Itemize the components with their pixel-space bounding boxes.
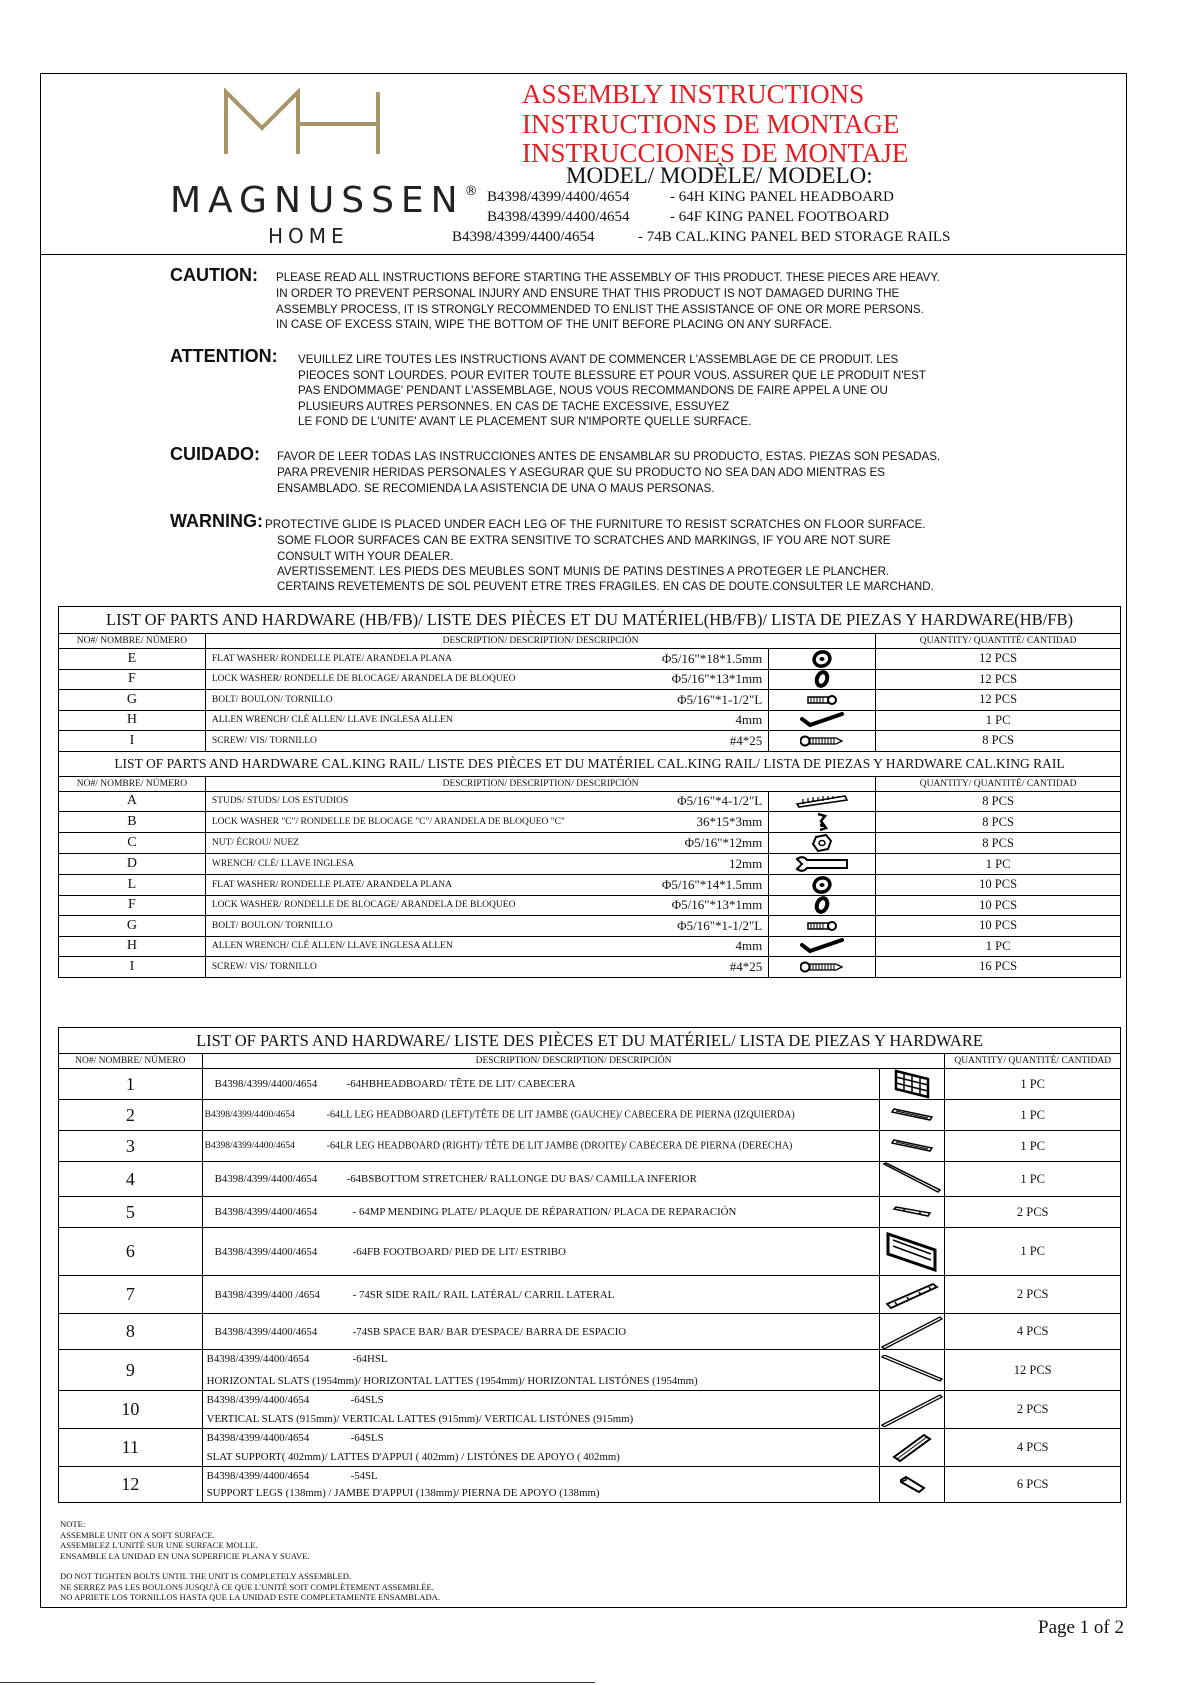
hardware-row xyxy=(59,690,1121,711)
part-quantity: 12 PCS xyxy=(876,649,1121,670)
part-row xyxy=(59,1350,1121,1391)
col-no-header: NO#/ NOMBRE/ NÚMERO xyxy=(59,634,206,649)
part-row xyxy=(59,1429,1121,1467)
part-description-cell xyxy=(202,1429,880,1467)
part-description-cell xyxy=(205,895,768,916)
part-letter: L xyxy=(59,875,206,896)
mh-logo-icon xyxy=(222,88,382,156)
part-size: Φ5/16"*18*1.5mm xyxy=(661,650,763,666)
part-quantity: 2 PCS xyxy=(945,1276,1121,1314)
part-description: SCREW/ VIS/ TORNILLO xyxy=(211,735,317,746)
part-description-cell xyxy=(202,1228,880,1276)
part-number: 8 xyxy=(59,1314,203,1350)
part-description-cell xyxy=(205,649,768,670)
part-description-cell xyxy=(202,1391,880,1429)
part-description: SLAT SUPPORT( 402mm)/ LATTES D'APPUI ( 402mm) / LISTÓNES DE APOYO ( 402mm) xyxy=(206,1451,620,1463)
part-description-cell xyxy=(205,916,768,937)
part-row xyxy=(59,1069,1121,1100)
horizontal-slat-icon xyxy=(880,1350,945,1391)
slat-support-icon xyxy=(880,1429,945,1467)
part-size: Φ5/16"*1-1/2"L xyxy=(677,691,763,707)
parts-table xyxy=(58,1027,1121,1503)
leg-headboard-right-icon xyxy=(880,1131,945,1162)
attention-line: PLUSIEURS AUTRES PERSONNES. EN CAS DE TACHE EXCESSIVE, ESSUYEZ xyxy=(298,400,730,413)
part-quantity: 2 PCS xyxy=(945,1391,1121,1429)
part-row xyxy=(59,1100,1121,1131)
title-en: ASSEMBLY INSTRUCTIONS xyxy=(522,79,865,109)
part-description: STUDS/ STUDS/ LOS ESTUDIOS xyxy=(211,796,349,807)
stud-icon xyxy=(769,791,876,812)
assembly-note xyxy=(60,1519,440,1603)
part-model: B4398/4399/4400/4654 xyxy=(214,1245,318,1258)
part-quantity: 1 PC xyxy=(876,936,1121,957)
note-line: ASSEMBLE UNIT ON A SOFT SURFACE. xyxy=(60,1529,215,1540)
part-size: #4*25 xyxy=(729,732,763,748)
warning-line: CONSULT WITH YOUR DEALER. xyxy=(277,550,454,563)
col-no-header: NO#/ NOMBRE/ NÚMERO xyxy=(59,776,206,791)
part-model: B4398/4399/4400/4654 xyxy=(204,1141,295,1151)
bottom-stretcher-icon xyxy=(880,1162,945,1197)
part-description: -74SB SPACE BAR/ BAR D'ESPACE/ BARRA DE ESPACIO xyxy=(352,1325,627,1338)
title-fr: INSTRUCTIONS DE MONTAGE xyxy=(522,109,900,139)
part-letter: D xyxy=(59,854,206,875)
part-model: B4398/4399/4400/4654 xyxy=(214,1206,318,1218)
part-description: -64LR LEG HEADBOARD (RIGHT)/ TÊTE DE LIT JAMBE (DROITE)/ CABECERA DE PIERNA (DERECHA) xyxy=(326,1140,793,1152)
part-description-cell xyxy=(202,1276,880,1314)
cuidado-line: ENSAMBLADO. SE RECOMIENDA LA ASISTENCIA DE UNA O MAUS PERSONAS. xyxy=(277,482,715,495)
note-line: NOTE: xyxy=(60,1519,86,1529)
part-number: 3 xyxy=(59,1131,203,1162)
c-washer-icon xyxy=(769,812,876,833)
part-description: VERTICAL SLATS (915mm)/ VERTICAL LATTES (915mm)/ VERTICAL LISTÓNES (915mm) xyxy=(206,1413,634,1425)
hardware-table xyxy=(58,606,1121,978)
part-quantity: 6 PCS xyxy=(945,1467,1121,1503)
col-qty-header: QUANTITY/ QUANTITÉ/ CANTIDAD xyxy=(945,1054,1121,1069)
part-size: Φ5/16"*12mm xyxy=(684,835,763,850)
warning-line: PROTECTIVE GLIDE IS PLACED UNDER EACH LEG OF THE FURNITURE TO RESIST SCRATCHES ON FLOOR SURFACE. xyxy=(265,518,926,531)
hardware-row xyxy=(59,936,1121,957)
part-description: HORIZONTAL SLATS (1954mm)/ HORIZONTAL LATTES (1954mm)/ HORIZONTAL LISTÓNES (1954mm) xyxy=(206,1375,698,1387)
allen-wrench-icon xyxy=(769,936,876,957)
part-quantity: 1 PC xyxy=(945,1162,1121,1197)
bolt-icon xyxy=(769,690,876,711)
hardware-table-title: LIST OF PARTS AND HARDWARE (HB/FB)/ LISTE DES PIÈCES ET DU MATÉRIEL(HB/FB)/ LISTA DE PIEZAS Y HARDWARE(HB/FB) xyxy=(59,607,1121,634)
part-description-cell xyxy=(202,1314,880,1350)
part-description: BOLT/ BOULON/ TORNILLO xyxy=(211,920,333,931)
flat-washer-icon xyxy=(769,649,876,670)
part-letter: H xyxy=(59,936,206,957)
attention-line: VEUILLEZ LIRE TOUTES LES INSTRUCTIONS AVANT DE COMMENCER L'ASSEMBLAGE DE CE PRODUIT. LES xyxy=(298,353,899,366)
hardware-row xyxy=(59,895,1121,916)
part-description: LOCK WASHER/ RONDELLE DE BLOCAGE/ ARANDELA DE BLOQUEO xyxy=(211,900,516,911)
part-size: Φ5/16"*13*1mm xyxy=(671,897,763,913)
model-label: MODEL/ MODÈLE/ MODELO: xyxy=(566,163,873,188)
part-number: 9 xyxy=(59,1350,203,1391)
part-letter: F xyxy=(59,895,206,916)
warning-key: WARNING: xyxy=(170,511,263,531)
part-number: 10 xyxy=(59,1391,203,1429)
part-size: Φ5/16"*4-1/2"L xyxy=(677,793,763,809)
part-model: B4398/4399/4400/4654 xyxy=(204,1110,295,1120)
part-description: LOCK WASHER/ RONDELLE DE BLOCAGE/ ARANDELA DE BLOQUEO xyxy=(211,674,516,685)
part-description: -64BSBOTTOM STRETCHER/ RALLONGE DU BAS/ CAMILLA INFERIOR xyxy=(346,1173,697,1185)
part-description-cell xyxy=(205,957,768,978)
note-line: NE SERREZ PAS LES BOULONS JUSQU'À CE QUE L'UNITÉ SOIT COMPLÈTEMENT ASSEMBLÉE. xyxy=(60,1581,434,1592)
part-size: 12mm xyxy=(729,856,763,871)
part-description: SCREW/ VIS/ TORNILLO xyxy=(211,961,317,972)
support-leg-icon xyxy=(880,1467,945,1503)
col-qty-header: QUANTITY/ QUANTITÉ/ CANTIDAD xyxy=(876,634,1121,649)
part-description-cell xyxy=(205,731,768,752)
page-number: Page 1 of 2 xyxy=(1038,1617,1125,1638)
attention-line: LE FOND DE L'UNITE' AVANT LE PLACEMENT SUR N'IMPORTE QUELLE SURFACE. xyxy=(298,415,752,428)
part-description-cell xyxy=(205,854,768,875)
mending-plate-icon xyxy=(880,1197,945,1228)
part-quantity: 8 PCS xyxy=(876,791,1121,812)
part-description-cell xyxy=(205,710,768,731)
part-letter: F xyxy=(59,669,206,690)
part-model: B4398/4399/4400/4654 xyxy=(206,1353,310,1365)
part-quantity: 1 PC xyxy=(876,854,1121,875)
model-desc: - 74B CAL.KING PANEL BED STORAGE RAILS xyxy=(638,229,951,245)
part-description: WRENCH/ CLÉ/ LLAVE INGLESA xyxy=(211,859,354,869)
part-row xyxy=(59,1391,1121,1429)
part-description: LOCK WASHER "C"/ RONDELLE DE BLOCAGE "C"/ ARANDELA DE BLOQUEO "C" xyxy=(211,817,565,827)
part-letter: G xyxy=(59,916,206,937)
part-quantity: 12 PCS xyxy=(876,669,1121,690)
col-desc-header: DESCRIPTION/ DESCRIPTION/ DESCRIPCIÓN xyxy=(202,1054,945,1069)
part-row xyxy=(59,1162,1121,1197)
part-description-cell xyxy=(205,669,768,690)
brand-name: MAGNUSSEN® xyxy=(170,180,478,221)
side-rail-icon xyxy=(880,1276,945,1314)
part-code: -64SLS xyxy=(350,1432,384,1444)
part-quantity: 12 PCS xyxy=(945,1350,1121,1391)
hardware-row xyxy=(59,669,1121,690)
part-code: -64SLS xyxy=(350,1394,384,1406)
warning-line: SOME FLOOR SURFACES CAN BE EXTRA SENSITIVE TO SCRATCHES AND MARKINGS, IF YOU ARE NOT SURE xyxy=(277,534,891,547)
header-divider xyxy=(40,254,1127,255)
model-code: B4398/4399/4400/4654 xyxy=(452,229,595,245)
part-size: 36*15*3mm xyxy=(696,814,763,829)
part-number: 4 xyxy=(59,1162,203,1197)
part-size: 4mm xyxy=(735,712,763,728)
screw-icon xyxy=(769,957,876,978)
warning-line: CERTAINS REVETEMENTS DE SOL PEUVENT ETRE TRES FRAGILES. EN CAS DE DOUTE.CONSULTER LE MARCHAND. xyxy=(277,580,934,593)
part-size: Φ5/16"*14*1.5mm xyxy=(661,876,763,892)
part-quantity: 8 PCS xyxy=(876,812,1121,833)
part-description: -64LL LEG HEADBOARD (LEFT)/TÊTE DE LIT JAMBE (GAUCHE)/ CABECERA DE PIERNA (IZQUIERDA) xyxy=(326,1109,795,1121)
part-description: ALLEN WRENCH/ CLÉ ALLEN/ LLAVE INGLESA ALLEN xyxy=(211,715,453,726)
part-number: 7 xyxy=(59,1276,203,1314)
part-description: -64FB FOOTBOARD/ PIED DE LIT/ ESTRIBO xyxy=(352,1245,566,1258)
hardware-row xyxy=(59,957,1121,978)
part-description: NUT/ ÉCROU/ NUEZ xyxy=(211,838,299,848)
part-quantity: 1 PC xyxy=(945,1069,1121,1100)
attention-key: ATTENTION: xyxy=(170,346,278,366)
note-line: ASSEMBLEZ L'UNITÉ SUR UNE SURFACE MOLLE. xyxy=(60,1540,258,1550)
footboard-icon xyxy=(880,1228,945,1276)
note-line: NO APRIETE LOS TORNILLOS HASTA QUE LA UNIDAD ESTE COMPLETAMENTE ENSAMBLADA. xyxy=(60,1592,441,1602)
part-letter: I xyxy=(59,731,206,752)
part-model: B4398/4399/4400/4654 xyxy=(214,1325,318,1338)
space-bar-icon xyxy=(880,1314,945,1350)
part-code: -64HSL xyxy=(352,1353,388,1365)
part-quantity: 8 PCS xyxy=(876,833,1121,854)
part-code: -54SL xyxy=(350,1470,378,1482)
part-number: 6 xyxy=(59,1228,203,1276)
part-letter: C xyxy=(59,833,206,854)
model-code: B4398/4399/4400/4654 xyxy=(487,189,630,205)
part-letter: B xyxy=(59,812,206,833)
part-quantity: 4 PCS xyxy=(945,1314,1121,1350)
part-model: B4398/4399/4400/4654 xyxy=(214,1078,318,1090)
part-model: B4398/4399/4400/4654 xyxy=(206,1470,310,1482)
part-description-cell xyxy=(202,1467,880,1503)
part-quantity: 10 PCS xyxy=(876,895,1121,916)
part-model: B4398/4399/4400/4654 xyxy=(206,1394,310,1406)
part-number: 12 xyxy=(59,1467,203,1503)
screw-icon xyxy=(769,731,876,752)
col-qty-header: QUANTITY/ QUANTITÉ/ CANTIDAD xyxy=(876,776,1121,791)
col-desc-header: DESCRIPTION/ DESCRIPTION/ DESCRIPCIÓN xyxy=(205,634,875,649)
part-model: B4398/4399/4400 /4654 xyxy=(214,1288,320,1301)
part-row xyxy=(59,1276,1121,1314)
hardware-row xyxy=(59,812,1121,833)
part-model: B4398/4399/4400/4654 xyxy=(206,1432,310,1444)
model-code: B4398/4399/4400/4654 xyxy=(487,209,630,225)
part-quantity: 10 PCS xyxy=(876,875,1121,896)
caution-line: IN ORDER TO PREVENT PERSONAL INJURY AND ENSURE THAT THIS PRODUCT IS NOT DAMAGED DURING THE xyxy=(276,287,900,300)
part-row xyxy=(59,1228,1121,1276)
attention-line: PAS ENDOMMAGE' PENDANT L'ASSEMBLAGE, NOUS VOUS RECOMMANDONS DE FAIRE APPEL A UNE OU xyxy=(298,384,888,397)
allen-wrench-icon xyxy=(769,710,876,731)
part-description: FLAT WASHER/ RONDELLE PLATE/ ARANDELA PLANA xyxy=(211,653,452,664)
hardware-row xyxy=(59,875,1121,896)
lock-washer-icon xyxy=(769,669,876,690)
part-description: - 74SR SIDE RAIL/ RAIL LATÉRAL/ CARRIL LATERAL xyxy=(352,1288,615,1301)
part-description-cell xyxy=(202,1162,880,1197)
caution-line: PLEASE READ ALL INSTRUCTIONS BEFORE STARTING THE ASSEMBLY OF THIS PRODUCT. THESE PIECES ARE HEAVY. xyxy=(276,271,940,284)
hardware-row xyxy=(59,649,1121,670)
attention-line: PIEOCES SONT LOURDES. POUR EVITER TOUTE BLESSURE ET POUR VOUS. ASSURER QUE LE PRODUIT N'EST xyxy=(298,369,926,382)
part-quantity: 1 PC xyxy=(945,1131,1121,1162)
part-description-cell xyxy=(202,1069,880,1100)
lock-washer-icon xyxy=(769,895,876,916)
part-description-cell xyxy=(205,812,768,833)
brand-home: HOME xyxy=(268,224,349,248)
part-quantity: 1 PC xyxy=(945,1100,1121,1131)
model-desc: - 64H KING PANEL HEADBOARD xyxy=(670,189,894,205)
hardware-row xyxy=(59,854,1121,875)
part-letter: I xyxy=(59,957,206,978)
note-line: ENSAMBLE LA UNIDAD EN UNA SUPERFICIE PLANA Y SUAVE. xyxy=(60,1550,310,1561)
part-quantity: 1 PC xyxy=(945,1228,1121,1276)
part-number: 5 xyxy=(59,1197,203,1228)
col-desc-header: DESCRIPTION/ DESCRIPTION/ DESCRIPCIÓN xyxy=(205,776,875,791)
part-description-cell xyxy=(202,1197,880,1228)
part-letter: E xyxy=(59,649,206,670)
caution-key: CAUTION: xyxy=(170,265,258,285)
part-size: Φ5/16"*13*1mm xyxy=(671,671,763,687)
part-row xyxy=(59,1197,1121,1228)
vertical-slat-icon xyxy=(880,1391,945,1429)
leg-headboard-left-icon xyxy=(880,1100,945,1131)
part-quantity: 12 PCS xyxy=(876,690,1121,711)
headboard-icon xyxy=(880,1069,945,1100)
note-spacer xyxy=(60,1561,440,1571)
bottom-rule xyxy=(0,1682,595,1683)
part-quantity: 2 PCS xyxy=(945,1197,1121,1228)
part-size: 4mm xyxy=(735,938,763,954)
part-description-cell xyxy=(205,875,768,896)
part-quantity: 1 PC xyxy=(876,710,1121,731)
part-number: 11 xyxy=(59,1429,203,1467)
part-number: 1 xyxy=(59,1069,203,1100)
bolt-icon xyxy=(769,916,876,937)
hardware-row xyxy=(59,833,1121,854)
part-description: -64HBHEADBOARD/ TÊTE DE LIT/ CABECERA xyxy=(346,1078,576,1090)
model-desc: - 64F KING PANEL FOOTBOARD xyxy=(670,209,889,225)
part-description-cell xyxy=(202,1100,880,1131)
cuidado-line: FAVOR DE LEER TODAS LAS INSTRUCCIONES ANTES DE ENSAMBLAR SU PRODUCTO, ESTAS. PIEZAS SON PESADAS. xyxy=(277,450,941,463)
part-quantity: 10 PCS xyxy=(876,916,1121,937)
part-description-cell xyxy=(205,791,768,812)
col-no-header: NO#/ NOMBRE/ NÚMERO xyxy=(59,1054,203,1069)
nut-icon xyxy=(769,833,876,854)
caution-line: IN CASE OF EXCESS STAIN, WIPE THE BOTTOM OF THE UNIT BEFORE PLACING ON ANY SURFACE. xyxy=(276,318,832,331)
part-row xyxy=(59,1467,1121,1503)
flat-washer-icon xyxy=(769,875,876,896)
cuidado-line: PARA PREVENIR HERIDAS PERSONALES Y ASEGURAR QUE SU PRODUCTO NO SEA DAN ADO MIENTRAS ES xyxy=(277,466,885,479)
caution-line: ASSEMBLY PROCESS, IT IS STRONGLY RECOMMENDED TO ENLIST THE ASSISTANCE OF ONE OR MORE PERSONS. xyxy=(276,303,924,316)
part-description-cell xyxy=(202,1350,880,1391)
part-model: B4398/4399/4400/4654 xyxy=(214,1173,318,1185)
part-size: #4*25 xyxy=(729,958,763,974)
part-letter: H xyxy=(59,710,206,731)
part-description-cell xyxy=(202,1131,880,1162)
cuidado-key: CUIDADO: xyxy=(170,444,260,464)
part-row xyxy=(59,1314,1121,1350)
hardware-row xyxy=(59,791,1121,812)
part-quantity: 8 PCS xyxy=(876,731,1121,752)
hardware-row xyxy=(59,731,1121,752)
part-letter: G xyxy=(59,690,206,711)
warning-line: AVERTISSEMENT. LES PIEDS DES MEUBLES SONT MUNIS DE PATINS DESTINES A PROTEGER LE PLANCHER. xyxy=(277,565,890,578)
hardware-row xyxy=(59,916,1121,937)
part-description-cell xyxy=(205,936,768,957)
wrench-icon xyxy=(769,854,876,875)
part-description: BOLT/ BOULON/ TORNILLO xyxy=(211,694,333,705)
part-description: - 64MP MENDING PLATE/ PLAQUE DE RÉPARATION/ PLACA DE REPARACIÓN xyxy=(352,1206,737,1218)
title-es: INSTRUCCIONES DE MONTAJE xyxy=(522,138,909,168)
note-line: DO NOT TIGHTEN BOLTS UNTIL THE UNIT IS COMPLETELY ASSEMBLED. xyxy=(60,1571,352,1581)
part-row xyxy=(59,1131,1121,1162)
part-number: 2 xyxy=(59,1100,203,1131)
part-quantity: 16 PCS xyxy=(876,957,1121,978)
hardware-table-title-rail: LIST OF PARTS AND HARDWARE CAL.KING RAIL/ LISTE DES PIÈCES ET DU MATÉRIEL CAL.KING RAIL/ LISTA DE PIEZAS Y HARDWARE CAL.KING RAIL xyxy=(59,751,1121,776)
part-description: FLAT WASHER/ RONDELLE PLATE/ ARANDELA PLANA xyxy=(211,879,452,890)
part-letter: A xyxy=(59,791,206,812)
part-size: Φ5/16"*1-1/2"L xyxy=(677,917,763,933)
part-description: SUPPORT LEGS (138mm) / JAMBE D'APPUI (138mm)/ PIERNA DE APOYO (138mm) xyxy=(206,1487,600,1499)
part-description: ALLEN WRENCH/ CLÉ ALLEN/ LLAVE INGLESA ALLEN xyxy=(211,941,453,952)
part-description-cell xyxy=(205,833,768,854)
hardware-row xyxy=(59,710,1121,731)
part-description-cell xyxy=(205,690,768,711)
parts-table-title: LIST OF PARTS AND HARDWARE/ LISTE DES PIÈCES ET DU MATÉRIEL/ LISTA DE PIEZAS Y HARDWARE xyxy=(59,1028,1121,1054)
part-quantity: 4 PCS xyxy=(945,1429,1121,1467)
